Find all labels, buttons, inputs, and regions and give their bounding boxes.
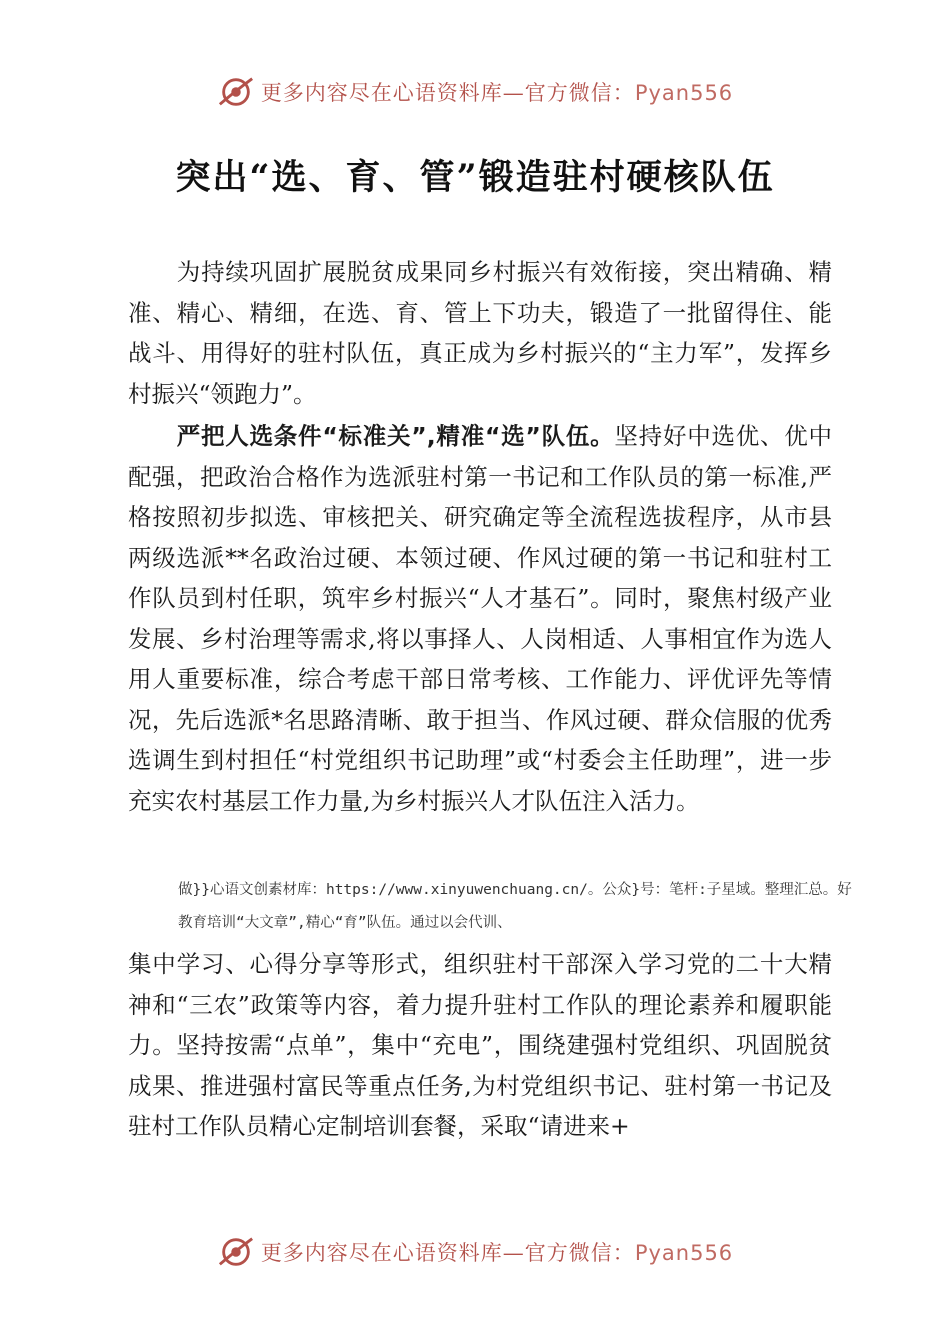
footer-watermark (0, 1230, 950, 1274)
watermark-text: 更多内容尽在心语资料库—官方微信：Pyan556 (260, 1241, 734, 1265)
page-title: 突出“选、育、管”锻造驻村硬核队伍 (175, 157, 775, 198)
paragraph-train: 集中学习、心得分享等形式，组织驻村干部深入学习党的二十大精神和“三农”政策等内容，着力提升驻村工作队的理论素养和履职能力。坚持按需“点单”，集中“充电”，围绕建强村党组织、巩固脱贫成果、推进强村富民等重点任务,为村党组织书记、驻村第一书记及驻村工作队员精心定制培训套餐，采取“请进来+ (128, 950, 832, 1140)
brand-logo-icon (217, 1233, 255, 1271)
section-heading-select: 严把人选条件“标准关”,精准“选”队伍。 (176, 422, 615, 450)
watermark-text: 更多内容尽在心语资料库—官方微信：Pyan556 (260, 81, 734, 105)
brand-logo-icon (217, 73, 255, 111)
paragraph-select: 严把人选条件“标准关”,精准“选”队伍。坚持好中选优、优中配强，把政治合格作为选派驻村第一书记和工作队员的第一标准,严格按照初步拟选、审核把关、研究确定等全流程选拔程序，从市县两级选派**名政治过硬、本领过硬、作风过硬的第一书记和驻村工作队员到村任职，筑牢乡村振兴“人才基石”。同时，聚焦村级产业发展、乡村治理等需求,将以事择人、人岗相适、人事相宜作为选人用人重要标准，综合考虑干部日常考核、工作能力、评优评先等情况，先后选派*名思路清晰、敢于担当、作风过硬、群众信服的优秀选调生到村担任“村党组织书记助理”或“村委会主任助理”，进一步充实农村基层工作力量,为乡村振兴人才队伍注入活力。 (128, 422, 833, 815)
source-note: 做}}心语文创素材库：https://www.xinyuwenchuang.cn/。公众}号：笔杆:子星域。整理汇总。好教育培训“大文章”,精心“育”队伍。通过以会代训、 (178, 882, 852, 931)
header-watermark (0, 70, 950, 114)
paragraph-intro: 为持续巩固扩展脱贫成果同乡村振兴有效衔接，突出精确、精准、精心、精细，在选、育、管上下功夫，锻造了一批留得住、能战斗、用得好的驻村队伍，真正成为乡村振兴的“主力军”，发挥乡村振兴“领跑力”。 (128, 258, 832, 408)
